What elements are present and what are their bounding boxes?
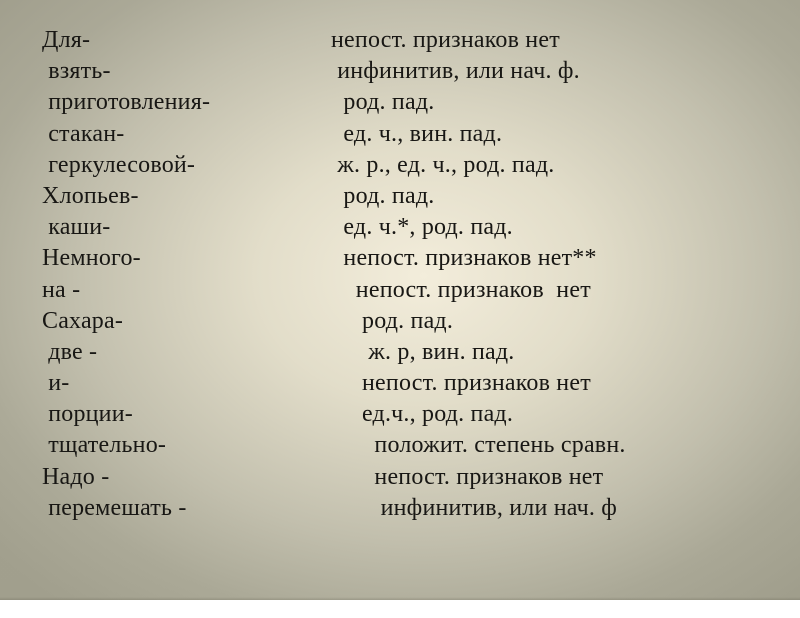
word-cell: Хлопьев- — [42, 182, 139, 209]
word-cell: Сахара- — [42, 307, 124, 334]
word-cell: Для- — [42, 27, 91, 53]
table-row — [42, 150, 790, 181]
features-cell: непост. признаков нет — [331, 276, 591, 303]
table-row — [42, 181, 790, 212]
features-cell: непост. признаков нет — [331, 463, 604, 490]
word-cell: перемешать - — [42, 494, 187, 521]
word-cell: каши- — [42, 214, 111, 241]
features-cell: ед. ч., вин. пад. — [331, 120, 503, 147]
word-cell: Немного- — [42, 245, 141, 272]
features-cell: род. пад. — [331, 182, 435, 209]
table-row — [42, 306, 790, 337]
features-cell: род. пад. — [331, 89, 435, 116]
table-row — [42, 462, 790, 493]
word-cell: стакан- — [42, 120, 125, 147]
features-cell: инфинитив, или нач. ф — [331, 494, 618, 521]
table-row — [42, 87, 790, 118]
table-row — [42, 493, 790, 524]
features-cell: ж. р., ед. ч., род. пад. — [331, 151, 555, 178]
table-row — [42, 243, 790, 274]
table-row — [42, 56, 790, 87]
word-cell: взять- — [42, 58, 111, 85]
word-cell: Надо - — [42, 463, 110, 490]
features-cell: непост. признаков нет** — [331, 245, 597, 272]
table-row — [42, 368, 790, 399]
word-cell: две - — [42, 338, 98, 365]
features-cell: род. пад. — [331, 307, 454, 334]
word-cell: тщательно- — [42, 432, 167, 459]
word-cell: порции- — [42, 401, 133, 428]
word-cell: на - — [42, 276, 81, 303]
table-row — [42, 399, 790, 430]
word-analysis-list — [42, 25, 790, 524]
table-row — [42, 25, 790, 56]
word-cell: приготовления- — [42, 89, 211, 116]
features-cell: ж. р, вин. пад. — [331, 338, 515, 365]
table-row — [42, 430, 790, 461]
features-cell: ед. ч.*, род. пад. — [331, 214, 513, 241]
word-cell: геркулесовой- — [42, 151, 196, 178]
features-cell: непост. признаков нет — [331, 370, 591, 397]
table-row — [42, 119, 790, 150]
features-cell: ед.ч., род. пад. — [331, 401, 514, 428]
table-row — [42, 212, 790, 243]
table-row — [42, 337, 790, 368]
table-row — [42, 275, 790, 306]
word-cell: и- — [42, 370, 70, 397]
features-cell: положит. степень сравн. — [331, 432, 626, 459]
features-cell: непост. признаков нет — [331, 27, 560, 53]
features-cell: инфинитив, или нач. ф. — [331, 58, 580, 85]
